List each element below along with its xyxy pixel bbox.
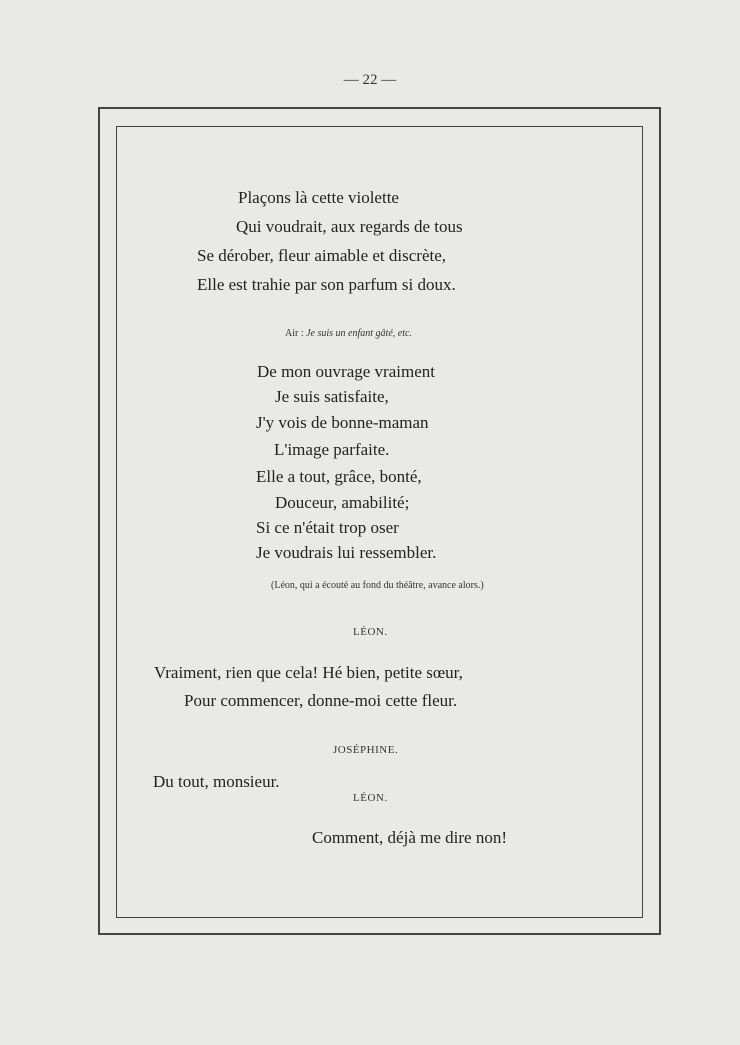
verse-line: De mon ouvrage vraiment [257, 362, 435, 381]
verse-line: J'y vois de bonne-maman [256, 413, 429, 432]
verse-line: Plaçons là cette violette [238, 188, 399, 207]
verse-line: L'image parfaite. [274, 440, 390, 459]
page-number: — 22 — [343, 72, 397, 88]
dialogue-line: Comment, déjà me dire non! [312, 828, 507, 847]
dialogue-line: Vraiment, rien que cela! Hé bien, petite sœur, [154, 663, 463, 682]
dialogue-line: Pour commencer, donne-moi cette fleur. [184, 691, 458, 710]
verse-line: Qui voudrait, aux regards de tous [236, 217, 463, 236]
speaker-name: JOSÉPHINE. [333, 744, 399, 756]
verse-line: Si ce n'était trop oser [256, 518, 399, 537]
speaker-name: LÉON. [353, 792, 388, 804]
verse-line: Je voudrais lui ressembler. [256, 543, 437, 562]
verse-line: Je suis satisfaite, [275, 387, 389, 406]
verse-line: Elle a tout, grâce, bonté, [256, 467, 422, 486]
verse-line: Douceur, amabilité; [275, 493, 410, 512]
air-indication [285, 328, 412, 340]
verse-line: Elle est trahie par son parfum si doux. [197, 275, 456, 294]
dialogue-line: Du tout, monsieur. [153, 772, 280, 791]
air-prefix: Air : [285, 328, 304, 339]
verse-line: Se dérober, fleur aimable et discrète, [197, 246, 447, 265]
speaker-name: LÉON. [353, 626, 388, 638]
air-title: Je suis un enfant gâté, etc. [306, 328, 412, 339]
stage-direction: (Léon, qui a écouté au fond du théâtre, avance alors.) [271, 580, 484, 591]
